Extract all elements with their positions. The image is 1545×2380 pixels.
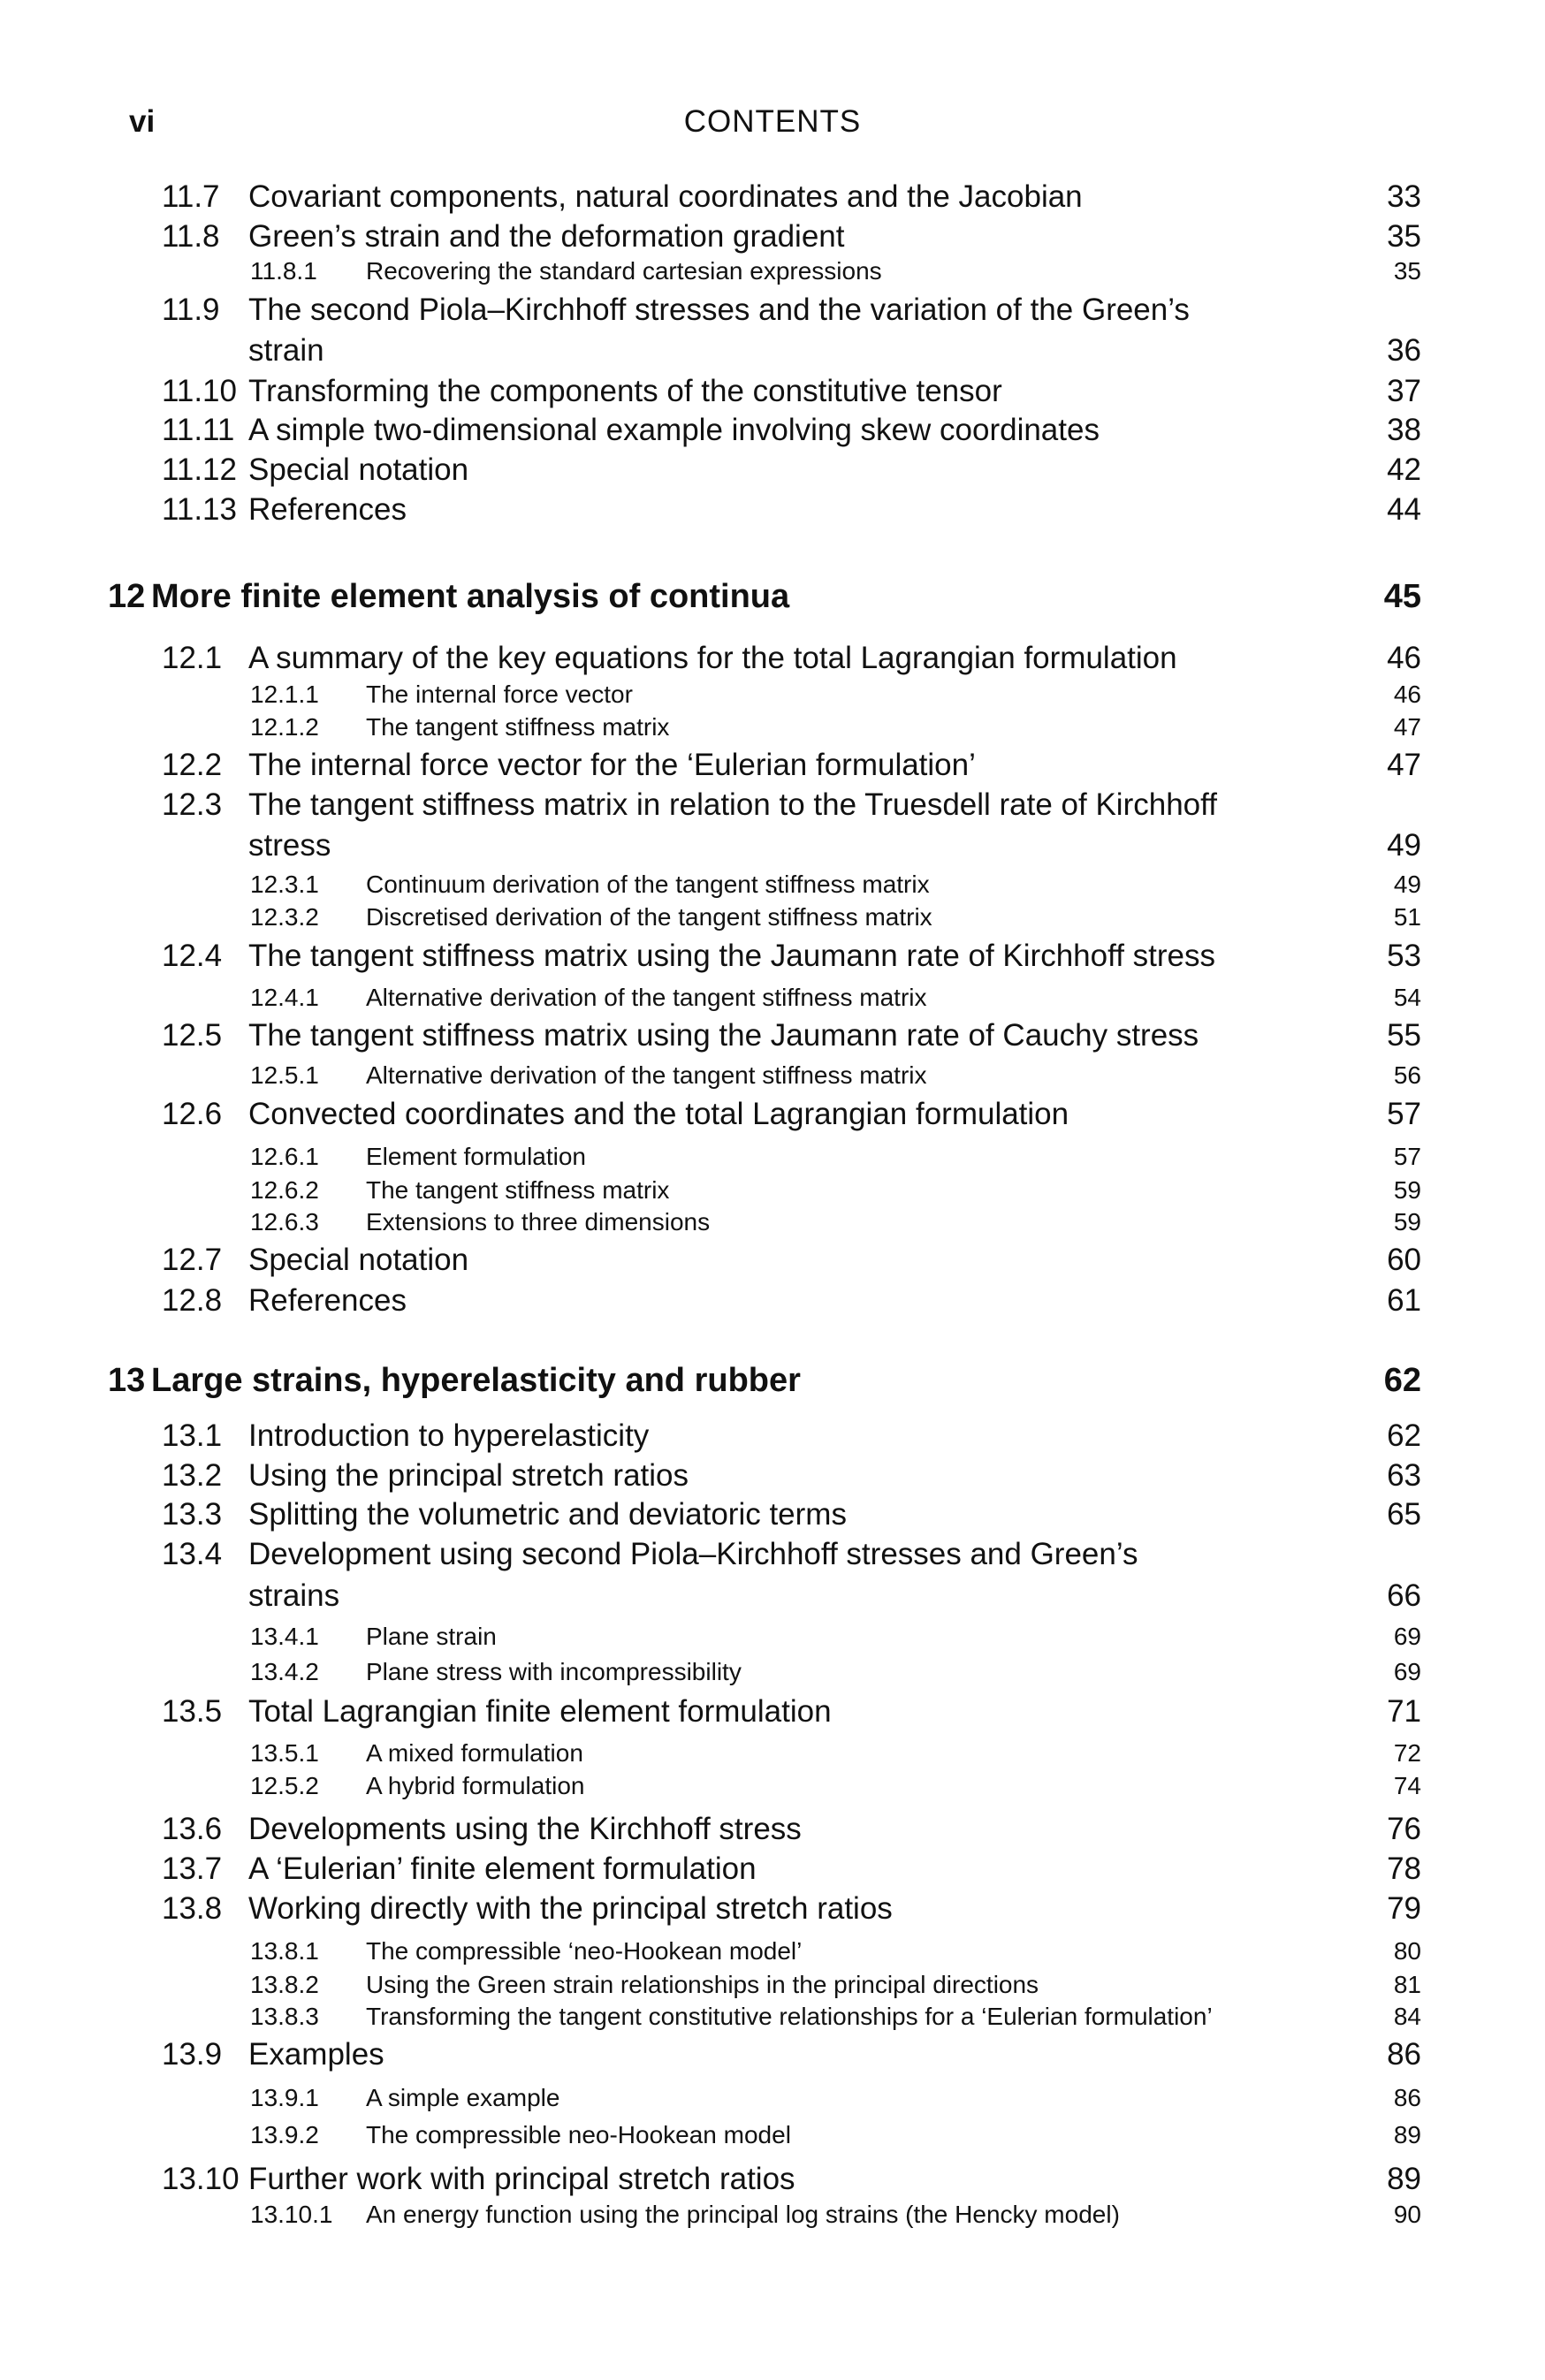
toc-entry-number: 12.3 xyxy=(162,787,223,822)
toc-entry-title: Special notation xyxy=(248,452,469,487)
toc-entry-number: 12.5 xyxy=(162,1018,223,1053)
toc-entry-title: Development using second Piola–Kirchhoff stresses and Green’s xyxy=(248,1537,1138,1571)
toc-entry-title: Plane stress with incompressibility xyxy=(366,1658,742,1685)
toc-entry-number: 12.6 xyxy=(162,1097,223,1131)
toc-entry-title: Green’s strain and the deformation gradient xyxy=(248,219,845,254)
toc-entry-number: 13.4 xyxy=(162,1537,223,1571)
toc-entry-number: 11.8 xyxy=(162,219,220,254)
toc-entry-title: Using the principal stretch ratios xyxy=(248,1458,689,1493)
toc-entry-page: 57 xyxy=(1387,1097,1421,1131)
toc-entry-title: Using the Green strain relationships in the principal directions xyxy=(366,1971,1039,1998)
toc-entry-title: strain xyxy=(248,333,324,368)
toc-entry-number: 12.2 xyxy=(162,748,223,782)
toc-entry-page: 53 xyxy=(1387,939,1421,973)
toc-entry-title: References xyxy=(248,492,407,527)
toc-entry-number: 13.8.3 xyxy=(250,2003,319,2030)
toc-entry-title: Plane strain xyxy=(366,1623,497,1650)
toc-entry-page: 76 xyxy=(1387,1812,1421,1846)
toc-entry-title: Total Lagrangian finite element formulation xyxy=(248,1694,832,1729)
toc-entry-title: The tangent stiffness matrix xyxy=(366,1176,670,1204)
toc-entry-number: 13.8.1 xyxy=(250,1937,319,1965)
toc-entry-title: Convected coordinates and the total Lagrangian formulation xyxy=(248,1097,1069,1131)
toc-entry-page: 72 xyxy=(1393,1739,1421,1767)
toc-entry-number: 12.3.2 xyxy=(250,903,319,931)
toc-entry-page: 33 xyxy=(1387,179,1421,214)
toc-entry-page: 89 xyxy=(1393,2121,1421,2148)
page-number: vi xyxy=(129,104,156,139)
toc-entry-page: 57 xyxy=(1393,1143,1421,1170)
toc-entry-number: 13.5 xyxy=(162,1694,223,1729)
toc-entry-page: 35 xyxy=(1387,219,1421,254)
toc-entry-number: 11.11 xyxy=(162,413,235,447)
toc-entry-title: Covariant components, natural coordinates and the Jacobian xyxy=(248,179,1083,214)
toc-entry-title: A simple two-dimensional example involving skew coordinates xyxy=(248,413,1100,447)
toc-entry-title: A ‘Eulerian’ finite element formulation xyxy=(248,1852,757,1886)
toc-entry-page: 51 xyxy=(1393,903,1421,931)
toc-entry-title: A simple example xyxy=(366,2084,560,2111)
toc-entry-page: 63 xyxy=(1387,1458,1421,1493)
toc-entry-number: 12.7 xyxy=(162,1243,223,1277)
toc-entry-title: The compressible ‘neo-Hookean model’ xyxy=(366,1937,803,1965)
toc-entry-page: 78 xyxy=(1387,1852,1421,1886)
toc-entry-page: 36 xyxy=(1387,333,1421,368)
toc-entry-title: Working directly with the principal stretch ratios xyxy=(248,1891,893,1926)
toc-entry-title: Alternative derivation of the tangent stiffness matrix xyxy=(366,984,927,1011)
toc-entry-page: 61 xyxy=(1387,1283,1421,1318)
toc-entry-title: A summary of the key equations for the total Lagrangian formulation xyxy=(248,641,1177,675)
toc-entry-page: 84 xyxy=(1393,2003,1421,2030)
toc-entry-title: A mixed formulation xyxy=(366,1739,583,1767)
toc-entry-title: The tangent stiffness matrix using the Jaumann rate of Kirchhoff stress xyxy=(248,939,1215,973)
toc-entry-page: 80 xyxy=(1393,1937,1421,1965)
toc-entry-page: 79 xyxy=(1387,1891,1421,1926)
toc-entry-title: Discretised derivation of the tangent stiffness matrix xyxy=(366,903,932,931)
toc-entry-page: 46 xyxy=(1387,641,1421,675)
toc-entry-title: The tangent stiffness matrix in relation to the Truesdell rate of Kirchhoff xyxy=(248,787,1217,822)
toc-entry-page: 44 xyxy=(1387,492,1421,527)
toc-entry-page: 35 xyxy=(1393,257,1421,285)
toc-entry-page: 65 xyxy=(1387,1497,1421,1532)
toc-entry-title: Alternative derivation of the tangent stiffness matrix xyxy=(366,1061,927,1089)
toc-entry-title: More finite element analysis of continua xyxy=(151,578,790,615)
toc-entry-page: 89 xyxy=(1387,2162,1421,2196)
running-title: CONTENTS xyxy=(683,104,862,139)
toc-entry-title: The tangent stiffness matrix xyxy=(366,713,670,741)
toc-entry-number: 13.8.2 xyxy=(250,1971,319,1998)
toc-entry-number: 11.8.1 xyxy=(250,257,317,285)
toc-entry-number: 12.4 xyxy=(162,939,223,973)
toc-entry-page: 62 xyxy=(1387,1418,1421,1453)
toc-entry-number: 13.9.2 xyxy=(250,2121,319,2148)
toc-entry-page: 46 xyxy=(1393,681,1421,708)
toc-entry-number: 13.4.2 xyxy=(250,1658,319,1685)
toc-entry-number: 12.1.2 xyxy=(250,713,319,741)
toc-entry-title: An energy function using the principal log strains (the Hencky model) xyxy=(366,2201,1120,2228)
toc-entry-title: Transforming the components of the constitutive tensor xyxy=(248,374,1002,408)
toc-entry-title: The second Piola–Kirchhoff stresses and the variation of the Green’s xyxy=(248,293,1190,327)
toc-entry-title: strains xyxy=(248,1578,340,1613)
toc-entry-number: 13.2 xyxy=(162,1458,223,1493)
toc-entry-page: 74 xyxy=(1393,1772,1421,1799)
toc-entry-page: 59 xyxy=(1393,1208,1421,1236)
toc-entry-number: 13.7 xyxy=(162,1852,223,1886)
toc-entry-number: 13.5.1 xyxy=(250,1739,319,1767)
toc-entry-number: 12.5.2 xyxy=(250,1772,319,1799)
toc-entry-page: 86 xyxy=(1393,2084,1421,2111)
toc-entry-title: Splitting the volumetric and deviatoric terms xyxy=(248,1497,847,1532)
toc-entry-number: 12.6.2 xyxy=(250,1176,319,1204)
toc-entry-page: 37 xyxy=(1387,374,1421,408)
toc-entry-page: 49 xyxy=(1393,871,1421,898)
toc-entry-title: Recovering the standard cartesian expressions xyxy=(366,257,882,285)
toc-entry-title: Extensions to three dimensions xyxy=(366,1208,711,1236)
toc-entry-page: 59 xyxy=(1393,1176,1421,1204)
toc-entry-page: 60 xyxy=(1387,1243,1421,1277)
toc-entry-page: 55 xyxy=(1387,1018,1421,1053)
toc-entry-page: 47 xyxy=(1393,713,1421,741)
toc-entry-title: The tangent stiffness matrix using the Jaumann rate of Cauchy stress xyxy=(248,1018,1199,1053)
toc-entry-title: References xyxy=(248,1283,407,1318)
toc-entry-page: 69 xyxy=(1393,1623,1421,1650)
toc-entry-title: Further work with principal stretch ratios xyxy=(248,2162,795,2196)
toc-entry-title: Introduction to hyperelasticity xyxy=(248,1418,650,1453)
toc-entry-number: 13.10.1 xyxy=(250,2201,333,2228)
toc-entry-title: Developments using the Kirchhoff stress xyxy=(248,1812,802,1846)
toc-entry-number: 11.13 xyxy=(162,492,237,527)
toc-entry-title: The internal force vector for the ‘Eulerian formulation’ xyxy=(248,748,976,782)
toc-entry-number: 12 xyxy=(108,578,146,615)
toc-entry-number: 12.1 xyxy=(162,641,223,675)
toc-entry-number: 11.12 xyxy=(162,452,237,487)
toc-entry-number: 12.6.1 xyxy=(250,1143,319,1170)
toc-entry-number: 12.4.1 xyxy=(250,984,319,1011)
toc-entry-title: Transforming the tangent constitutive relationships for a ‘Eulerian formulation’ xyxy=(366,2003,1213,2030)
toc-entry-number: 12.5.1 xyxy=(250,1061,319,1089)
page-header xyxy=(0,104,1545,148)
toc-entry-page: 90 xyxy=(1393,2201,1421,2228)
toc-entry-page: 71 xyxy=(1387,1694,1421,1729)
toc-entry-page: 81 xyxy=(1393,1971,1421,1998)
toc-entry-number: 12.1.1 xyxy=(250,681,319,708)
toc-entry-number: 13.1 xyxy=(162,1418,223,1453)
toc-entry-number: 11.10 xyxy=(162,374,237,408)
toc-entry-number: 12.8 xyxy=(162,1283,223,1318)
toc-entry-page: 56 xyxy=(1393,1061,1421,1089)
toc-entry-title: Element formulation xyxy=(366,1143,587,1170)
toc-entry-page: 42 xyxy=(1387,452,1421,487)
toc-entry-title: The internal force vector xyxy=(366,681,633,708)
toc-entry-page: 62 xyxy=(1383,1362,1421,1399)
toc-entry-number: 13 xyxy=(108,1362,146,1399)
toc-entry-page: 38 xyxy=(1387,413,1421,447)
toc-entry-title: A hybrid formulation xyxy=(366,1772,585,1799)
toc-entry-page: 66 xyxy=(1387,1578,1421,1613)
toc-entry-number: 13.6 xyxy=(162,1812,223,1846)
toc-entry-number: 11.7 xyxy=(162,179,220,214)
toc-entry-number: 13.4.1 xyxy=(250,1623,319,1650)
toc-entry-number: 13.3 xyxy=(162,1497,223,1532)
toc-entry-title: stress xyxy=(248,828,331,863)
toc-entry-page: 49 xyxy=(1387,828,1421,863)
toc-entry-title: Special notation xyxy=(248,1243,469,1277)
toc-entry-page: 69 xyxy=(1393,1658,1421,1685)
toc-entry-number: 12.6.3 xyxy=(250,1208,319,1236)
toc-entry-number: 13.9 xyxy=(162,2037,223,2072)
toc-entry-number: 12.3.1 xyxy=(250,871,319,898)
toc-entry-title: Examples xyxy=(248,2037,384,2072)
toc-entry-page: 54 xyxy=(1393,984,1421,1011)
toc-entry-title: Large strains, hyperelasticity and rubber xyxy=(151,1362,801,1399)
toc-entry-page: 45 xyxy=(1383,578,1421,615)
toc-entry-title: The compressible neo-Hookean model xyxy=(366,2121,791,2148)
toc-entry-number: 11.9 xyxy=(162,293,220,327)
toc-entry-number: 13.10 xyxy=(162,2162,240,2196)
toc-entry-title: Continuum derivation of the tangent stiffness matrix xyxy=(366,871,930,898)
toc-entry-page: 86 xyxy=(1387,2037,1421,2072)
toc-entry-page: 47 xyxy=(1387,748,1421,782)
toc-entry-number: 13.8 xyxy=(162,1891,223,1926)
toc-entry-number: 13.9.1 xyxy=(250,2084,319,2111)
